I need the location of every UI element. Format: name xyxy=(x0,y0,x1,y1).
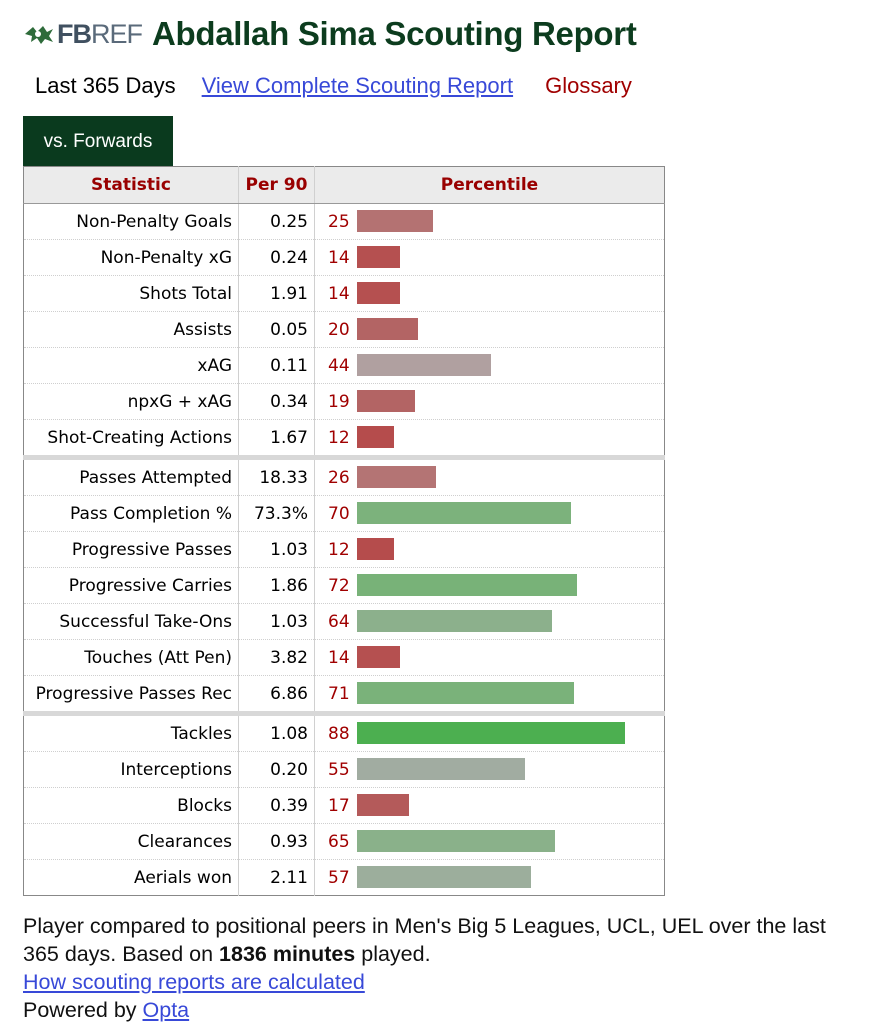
percentile-value: 72 xyxy=(328,575,350,596)
percentile-cell xyxy=(315,604,665,640)
header-statistic[interactable]: Statistic xyxy=(24,167,239,204)
table-row xyxy=(24,824,665,860)
opta-link[interactable]: Opta xyxy=(142,998,190,1022)
percentile-cell xyxy=(315,568,665,604)
table-row xyxy=(24,204,665,240)
percentile-cell xyxy=(315,860,665,896)
percentile-cell xyxy=(315,348,665,384)
percentile-bar xyxy=(357,246,400,268)
stat-name[interactable]: npxG + xAG xyxy=(24,384,239,420)
header-per90[interactable]: Per 90 xyxy=(239,167,315,204)
table-row xyxy=(24,860,665,896)
report-footer xyxy=(23,912,843,1024)
percentile-bar xyxy=(357,354,491,376)
stat-name[interactable]: Touches (Att Pen) xyxy=(24,640,239,676)
page-title: Abdallah Sima Scouting Report xyxy=(152,15,637,52)
percentile-value: 70 xyxy=(328,503,350,524)
percentile-cell xyxy=(315,532,665,568)
percentile-bar xyxy=(357,466,436,488)
per90-value: 6.86 xyxy=(239,676,315,714)
scouting-table xyxy=(23,166,665,896)
per90-value: 1.03 xyxy=(239,604,315,640)
per90-value: 1.86 xyxy=(239,568,315,604)
stat-name[interactable]: Progressive Passes xyxy=(24,532,239,568)
per90-value: 1.03 xyxy=(239,532,315,568)
how-calculated-link[interactable]: How scouting reports are calculated xyxy=(23,970,365,994)
stat-name[interactable]: Pass Completion % xyxy=(24,496,239,532)
table-row xyxy=(24,496,665,532)
percentile-bar xyxy=(357,758,525,780)
per90-value: 0.39 xyxy=(239,788,315,824)
percentile-value: 71 xyxy=(328,683,350,704)
percentile-value: 57 xyxy=(328,867,350,888)
percentile-bar xyxy=(357,794,409,816)
percentile-value: 12 xyxy=(328,427,350,448)
per90-value: 0.93 xyxy=(239,824,315,860)
per90-value: 1.67 xyxy=(239,420,315,458)
percentile-bar xyxy=(357,830,555,852)
percentile-bar xyxy=(357,502,571,524)
ball-logo-icon xyxy=(23,23,55,45)
stat-name[interactable]: Passes Attempted xyxy=(24,458,239,496)
table-row xyxy=(24,384,665,420)
per90-value: 73.3% xyxy=(239,496,315,532)
table-row xyxy=(24,714,665,752)
percentile-value: 55 xyxy=(328,759,350,780)
stat-name[interactable]: Non-Penalty Goals xyxy=(24,204,239,240)
percentile-cell xyxy=(315,714,665,752)
logo-ref-text: REF xyxy=(91,18,142,49)
percentile-value: 44 xyxy=(328,355,350,376)
percentile-cell xyxy=(315,496,665,532)
table-row xyxy=(24,640,665,676)
percentile-value: 26 xyxy=(328,467,350,488)
percentile-bar xyxy=(357,866,531,888)
header-percentile[interactable]: Percentile xyxy=(315,167,665,204)
table-row xyxy=(24,348,665,384)
percentile-cell xyxy=(315,788,665,824)
percentile-cell xyxy=(315,676,665,714)
percentile-value: 14 xyxy=(328,247,350,268)
per90-value: 1.91 xyxy=(239,276,315,312)
table-row xyxy=(24,532,665,568)
page-header xyxy=(23,12,637,56)
percentile-cell xyxy=(315,420,665,458)
percentile-bar xyxy=(357,210,433,232)
per90-value: 0.34 xyxy=(239,384,315,420)
percentile-cell xyxy=(315,824,665,860)
stat-name[interactable]: Assists xyxy=(24,312,239,348)
percentile-bar xyxy=(357,682,574,704)
percentile-cell xyxy=(315,752,665,788)
percentile-value: 14 xyxy=(328,283,350,304)
percentile-value: 65 xyxy=(328,831,350,852)
table-row xyxy=(24,676,665,714)
percentile-value: 64 xyxy=(328,611,350,632)
description-text-post: played. xyxy=(355,942,431,966)
stat-name[interactable]: Successful Take-Ons xyxy=(24,604,239,640)
per90-value: 2.11 xyxy=(239,860,315,896)
percentile-cell xyxy=(315,384,665,420)
stat-name[interactable]: Shots Total xyxy=(24,276,239,312)
percentile-value: 14 xyxy=(328,647,350,668)
percentile-bar xyxy=(357,538,394,560)
percentile-cell xyxy=(315,204,665,240)
percentile-cell xyxy=(315,276,665,312)
per90-value: 18.33 xyxy=(239,458,315,496)
stat-name[interactable]: Progressive Carries xyxy=(24,568,239,604)
per90-value: 0.24 xyxy=(239,240,315,276)
percentile-bar xyxy=(357,722,625,744)
period-label: Last 365 Days xyxy=(35,73,176,98)
percentile-bar xyxy=(357,282,400,304)
percentile-bar xyxy=(357,610,552,632)
stat-name[interactable]: xAG xyxy=(24,348,239,384)
stat-name[interactable]: Blocks xyxy=(24,788,239,824)
stat-name[interactable]: Tackles xyxy=(24,714,239,752)
powered-by-label: Powered by xyxy=(23,998,143,1022)
table-row xyxy=(24,604,665,640)
percentile-value: 17 xyxy=(328,795,350,816)
stat-name[interactable]: Aerials won xyxy=(24,860,239,896)
table-row xyxy=(24,568,665,604)
percentile-bar xyxy=(357,426,394,448)
stat-name[interactable]: Shot-Creating Actions xyxy=(24,420,239,458)
per90-value: 0.20 xyxy=(239,752,315,788)
percentile-cell xyxy=(315,312,665,348)
comparison-description xyxy=(23,912,843,968)
table-row xyxy=(24,312,665,348)
per90-value: 1.08 xyxy=(239,714,315,752)
table-row xyxy=(24,788,665,824)
percentile-bar xyxy=(357,390,415,412)
stat-name[interactable]: Progressive Passes Rec xyxy=(24,676,239,714)
table-row xyxy=(24,458,665,496)
table-row xyxy=(24,240,665,276)
per90-value: 0.25 xyxy=(239,204,315,240)
tab-vs-forwards[interactable]: vs. Forwards xyxy=(23,116,173,167)
percentile-cell xyxy=(315,458,665,496)
percentile-value: 12 xyxy=(328,539,350,560)
per90-value: 3.82 xyxy=(239,640,315,676)
percentile-value: 25 xyxy=(328,211,350,232)
report-nav xyxy=(35,70,632,102)
stat-name[interactable]: Clearances xyxy=(24,824,239,860)
table-row xyxy=(24,276,665,312)
stat-name[interactable]: Non-Penalty xG xyxy=(24,240,239,276)
minutes-played: 1836 minutes xyxy=(219,942,356,966)
percentile-value: 20 xyxy=(328,319,350,340)
powered-by xyxy=(23,996,843,1024)
per90-value: 0.05 xyxy=(239,312,315,348)
description-text-pre: Player compared to positional peers in Men's Big 5 Leagues, UCL, UEL over the last 365 days. Based on xyxy=(23,914,826,966)
percentile-cell xyxy=(315,640,665,676)
percentile-value: 88 xyxy=(328,723,350,744)
table-row xyxy=(24,420,665,458)
percentile-bar xyxy=(357,646,400,668)
glossary-link[interactable]: Glossary xyxy=(545,73,632,98)
percentile-bar xyxy=(357,318,418,340)
complete-report-link[interactable]: View Complete Scouting Report xyxy=(201,73,514,98)
per90-value: 0.11 xyxy=(239,348,315,384)
fbref-logo[interactable] xyxy=(23,19,142,50)
percentile-bar xyxy=(357,574,577,596)
percentile-cell xyxy=(315,240,665,276)
logo-fb-text: FB xyxy=(57,18,91,49)
table-row xyxy=(24,752,665,788)
percentile-value: 19 xyxy=(328,391,350,412)
stat-name[interactable]: Interceptions xyxy=(24,752,239,788)
table-header-row xyxy=(24,167,665,204)
